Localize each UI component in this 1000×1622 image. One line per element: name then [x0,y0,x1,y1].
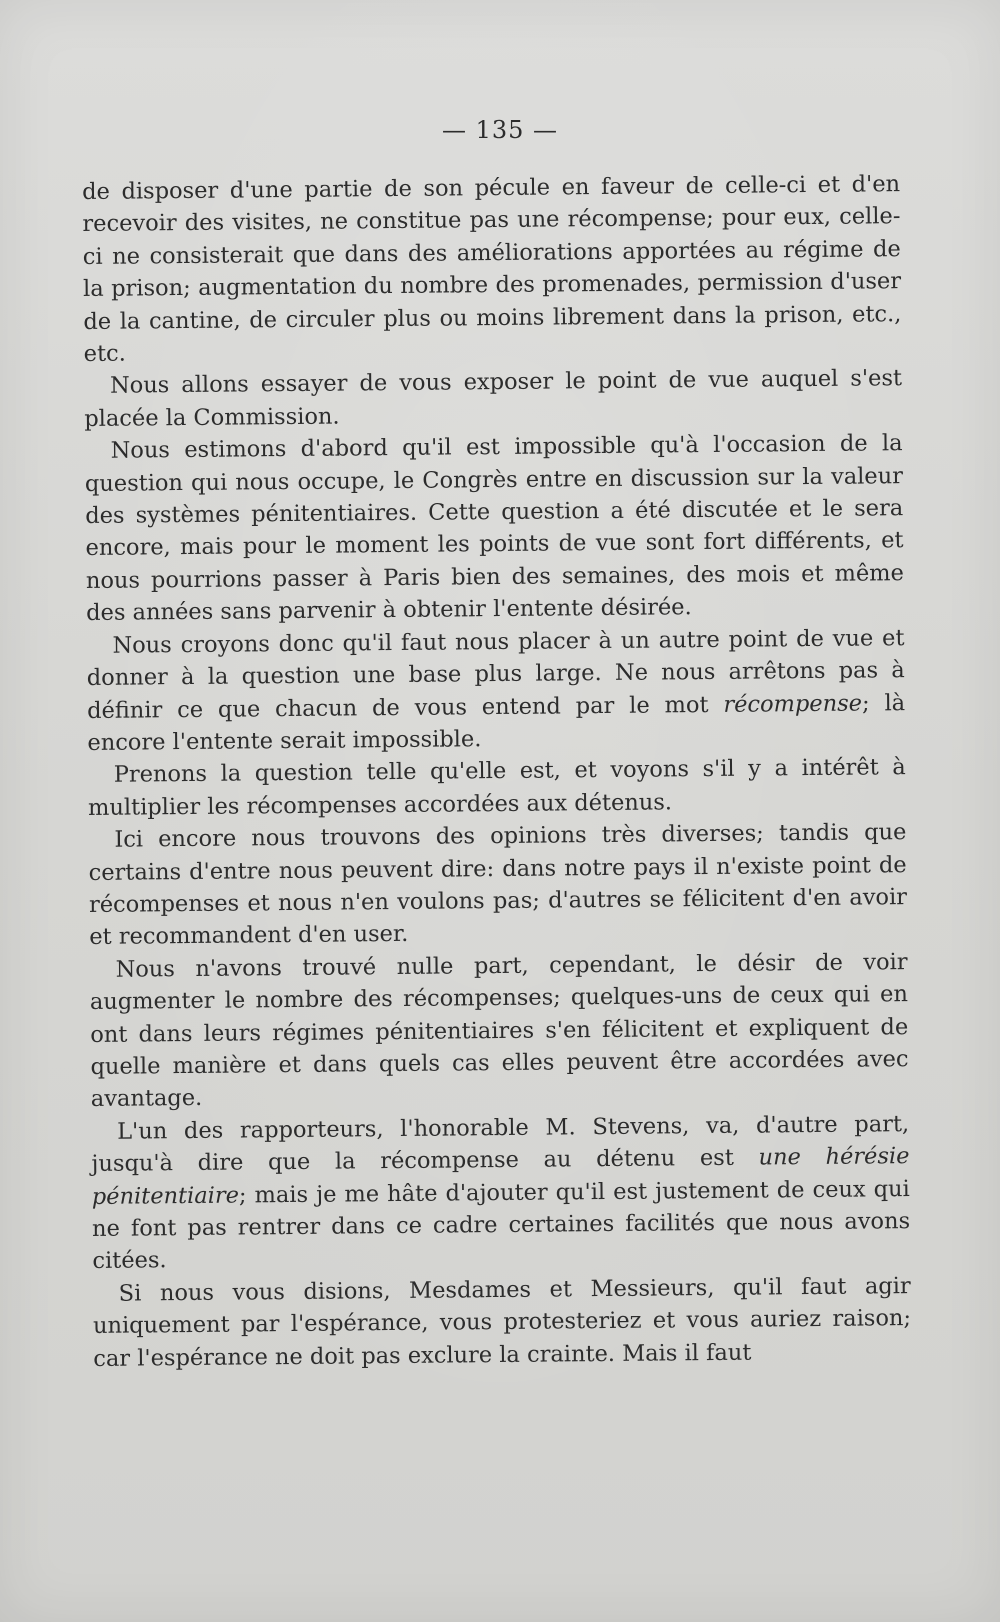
paragraph-9: Si nous vous disions, Mesdames et Messieurs, qu'il faut agir uniquement par l'espérance, vous protesteriez et vous auriez raison; car l'espérance ne doit pas exclure la crainte. Mais il faut [92,1272,912,1372]
paragraph-5: Prenons la question telle qu'elle est, et voyons s'il y a intérêt à multiplier les récompenses accordées aux détenus. [87,754,906,821]
paragraph-4-text-end: ; là encore l'entente serait impossible. [87,689,906,756]
paragraph-6: Ici encore nous trouvons des opinions très diverses; tandis que certains d'entre nous peuvent dire: dans notre pays il n'existe point de récompenses et nous n'en voulons pas; d'autres se félicitent d'en avoir et recommandent d'en user. [88,819,908,951]
paragraph-2: Nous allons essayer de vous exposer le point de vue auquel s'est placée la Commission. [84,365,903,432]
body-text [82,168,911,1375]
paragraph-8-italic: une hérésie pénitentiaire [91,1143,910,1210]
page-number: — 135 — [441,116,559,144]
paragraph-8-text-start: L'un des rapporteurs, l'honorable M. Stevens, va, d'autre part, jusqu'à dire que la récompense au détenu est [91,1110,910,1178]
paragraph-4 [86,622,905,759]
paragraph-7: Nous n'avons trouvé nulle part, cependant, le désir de voir augmenter le nombre des récompenses; quelques-uns de ceux qui en ont dans leurs régimes pénitentiaires s'en félicitent et expliquent de quelle manière et dans quels cas elles peuvent être accordées avec avantage. [89,948,909,1113]
paragraph-8 [91,1108,911,1278]
paragraph-4-text-start: Nous croyons donc qu'il faut nous placer à un autre point de vue et donner à la question une base plus large. Ne nous arrêtons pas à définir ce que chacun de vous entend par le mot [86,624,905,724]
paragraph-3: Nous estimons d'abord qu'il est impossible qu'à l'occasion de la question qui nous occupe, le Congrès entre en discussion sur la valeur des systèmes pénitentiaires. Cette question a été discutée et le sera encore, mais pour le moment les points de vue sont fort différents, et nous pourrions passer à Paris bien des semaines, des mois et même des années sans parvenir à obtenir l'entente désirée. [84,430,904,627]
paragraph-8-text-end: ; mais je me hâte d'ajouter qu'il est justement de ceux qui ne font pas rentrer dans ce cadre certaines facilités que nous avons citées. [91,1175,911,1275]
paragraph-1: de disposer d'une partie de son pécule en faveur de celle-ci et d'en recevoir des visites, ne constitue pas une récompense; pour eux, celle-ci ne consisterait que dans des améliorations apportées au régime de la prison; augmentation du nombre des promenades, permission d'user de la cantine, de circuler plus ou moins librement dans la prison, etc., etc. [82,171,902,368]
paragraph-4-italic: récompense [723,690,863,718]
